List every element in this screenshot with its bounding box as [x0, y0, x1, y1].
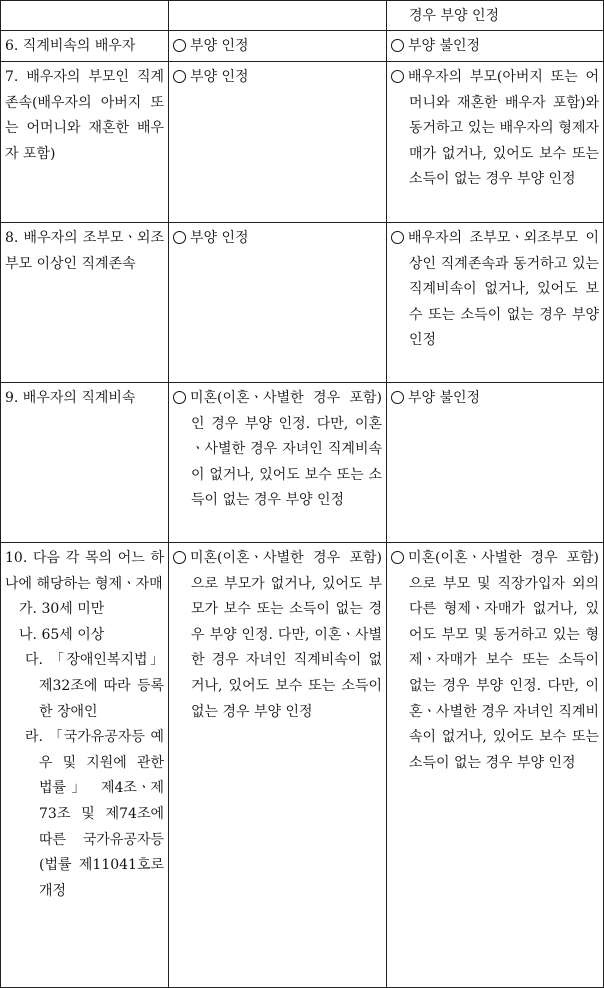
relation-cell: 6. 직계비속의 배우자: [1, 31, 169, 62]
criteria-cell: 부양 불인정: [387, 31, 604, 62]
criteria-cell: 부양 인정: [169, 31, 387, 62]
circle-mark-icon: [173, 551, 186, 564]
criteria-cell: 부양 인정: [169, 62, 387, 223]
circle-mark-icon: [173, 391, 186, 404]
list-item: 가. 30세 미만: [19, 601, 105, 618]
list-item: 나. 65세 이상: [19, 626, 105, 643]
criteria-cell: [387, 1, 604, 31]
table-row: [1, 1, 604, 31]
relation-cell: [1, 543, 169, 988]
circle-mark-icon: [391, 551, 404, 564]
relation-cell: 7. 배우자의 부모인 직계존속(배우자의 아버지 또는 어머니와 재혼한 배우자 포함): [1, 62, 169, 223]
criteria-text: 경우 부양 인정: [409, 8, 500, 24]
relation-intro: 10. 다음 각 목의 어느 하나에 해당하는 형제ㆍ자매: [5, 550, 164, 592]
criteria-cell: 미혼(이혼ㆍ사별한 경우 포함)으로 부모 및 직장가입자 외의 다른 형제ㆍ자매가 없거나, 있어도 부모 및 동거하고 있는 형제ㆍ자매가 보수 또는 소득이 없는 경우 부양 인정. 다만, 이혼ㆍ사별한 경우 자녀인 직계비속이 없거나, 있어도 보수 또는 소득이 없는 경우 부양 인정: [387, 543, 604, 988]
relation-cell: 8. 배우자의 조부모ㆍ외조부모 이상인 직계존속: [1, 223, 169, 383]
list-item: 라. 「국가유공자등 예우 및 지원에 관한 법률」 제4조ㆍ제73조 및 제74조에 따른 국가유공자등(법률 제11041호로 개정: [25, 729, 165, 899]
table-row: [1, 31, 604, 62]
criteria-cell: 배우자의 부모(아버지 또는 어머니와 재혼한 배우자 포함)와 동거하고 있는 배우자의 형제자매가 없거나, 있어도 보수 또는 소득이 없는 경우 부양 인정: [387, 62, 604, 223]
criteria-cell: 미혼(이혼ㆍ사별한 경우 포함)으로 부모가 없거나, 있어도 부모가 보수 또는 소득이 없는 경우 부양 인정. 다만, 이혼ㆍ사별한 경우 자녀인 직계비속이 없거나, 있어도 보수 또는 소득이 없는 경우 부양 인정: [169, 543, 387, 988]
list-item: 다. 「장애인복지법」 제32조에 따라 등록한 장애인: [25, 652, 164, 720]
criteria-cell: 부양 불인정: [387, 383, 604, 543]
table-row: [1, 223, 604, 383]
criteria-cell: 부양 인정: [169, 223, 387, 383]
criteria-cell: 배우자의 조부모ㆍ외조부모 이상인 직계존속과 동거하고 있는 직계비속이 없거나, 있어도 보수 또는 소득이 없는 경우 부양 인정: [387, 223, 604, 383]
table-row: [1, 383, 604, 543]
table-row: [1, 62, 604, 223]
circle-mark-icon: [391, 39, 404, 52]
circle-mark-icon: [173, 39, 186, 52]
circle-mark-icon: [391, 391, 404, 404]
circle-mark-icon: [173, 70, 186, 83]
relation-cell: [1, 1, 169, 31]
table-row: [1, 543, 604, 988]
circle-mark-icon: [391, 70, 404, 83]
relation-cell: 9. 배우자의 직계비속: [1, 383, 169, 543]
circle-mark-icon: [173, 231, 186, 244]
circle-mark-icon: [391, 231, 404, 244]
criteria-cell: [169, 1, 387, 31]
criteria-cell: 미혼(이혼ㆍ사별한 경우 포함)인 경우 부양 인정. 다만, 이혼ㆍ사별한 경우 자녀인 직계비속이 없거나, 있어도 보수 또는 소득이 없는 경우 부양 인정: [169, 383, 387, 543]
